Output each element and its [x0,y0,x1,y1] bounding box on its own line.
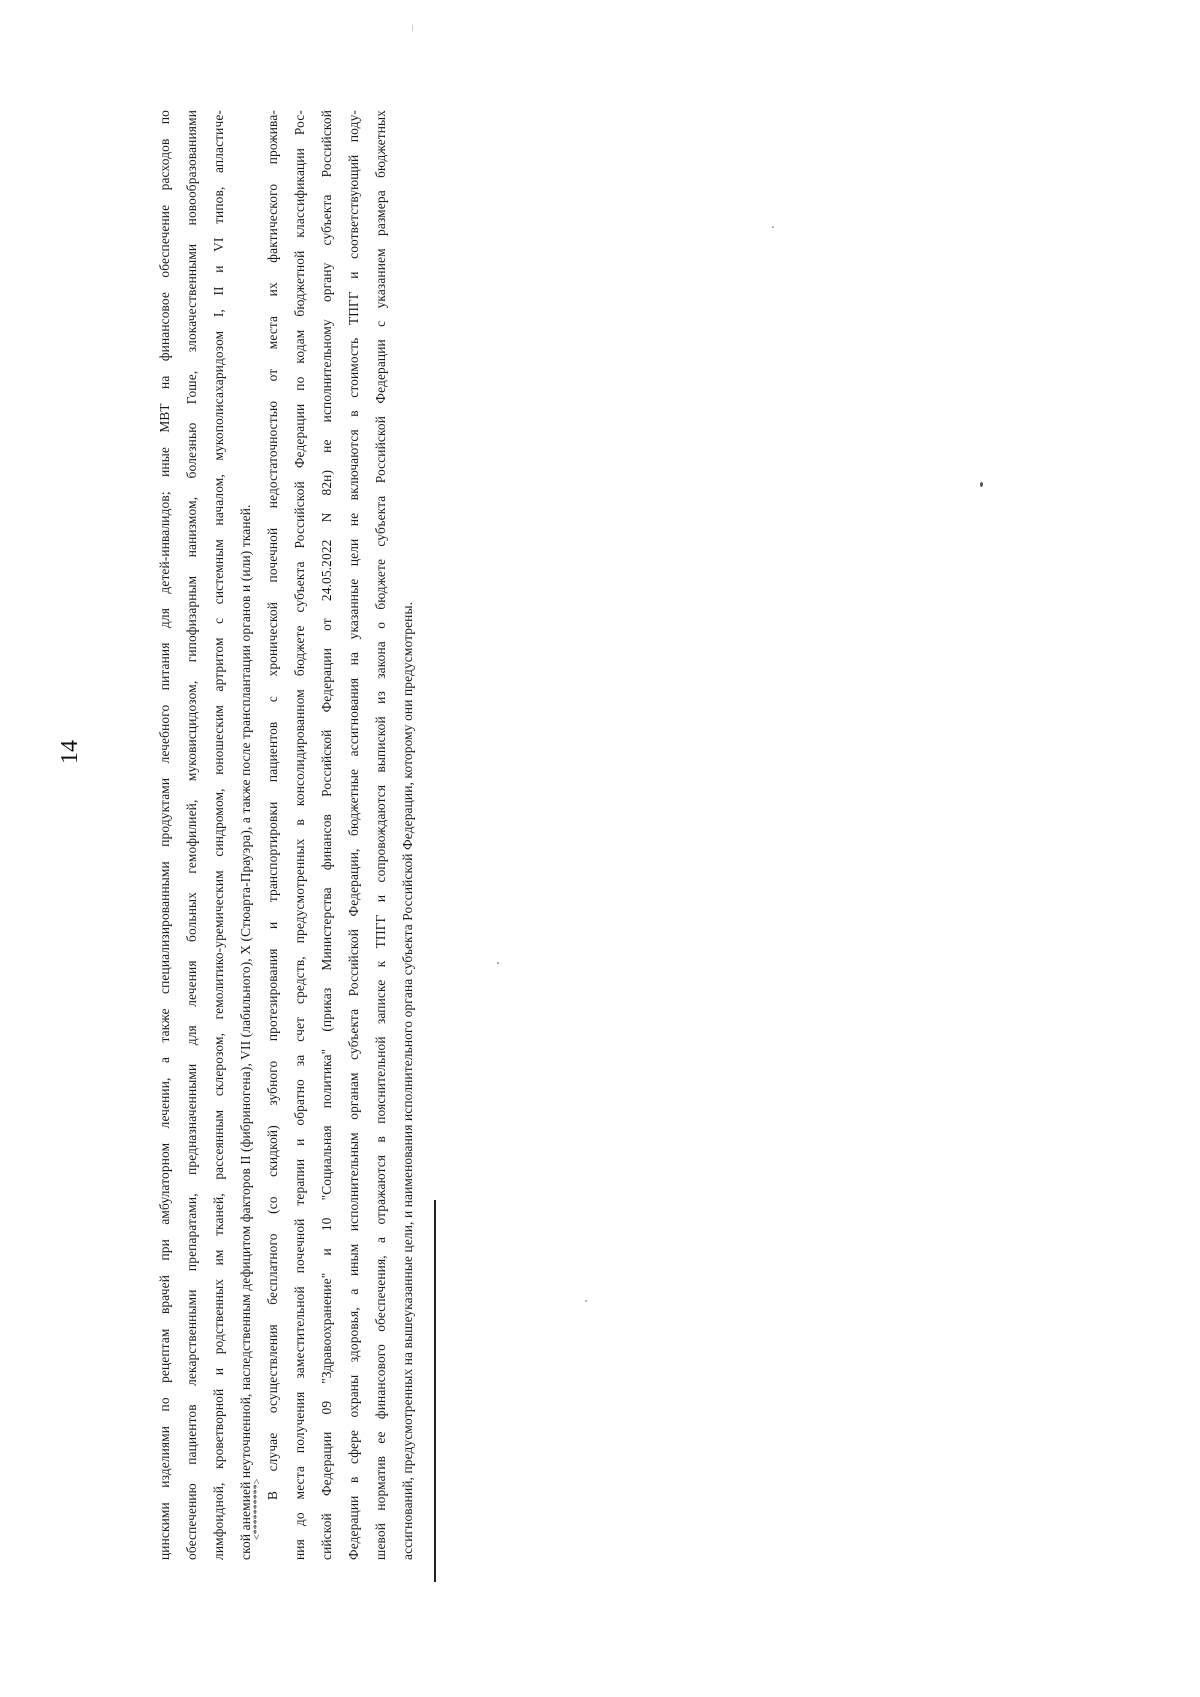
scan-speck [497,962,499,964]
scan-speck [412,24,413,32]
body-line: сийской Федерации 09 "Здравоохранение" и 10 "Социальная политика" (приказ Министерства финансов Российской Федерации от 24.05.2022 N 82н) не исполнительному органу субъекта Российской [319,110,334,1560]
scan-speck [772,226,774,228]
page-number: 14 [57,740,83,764]
body-line: В случае осуществления бесплатного (со скидкой) зубного протезирования и транспортировки пациентов с хронической почечной недостаточностью от места их фактического прожива- [265,110,280,1500]
document-body [155,110,455,1560]
body-line: шевой норматив ее финансового обеспечения, а отражаются в пояснительной записке к ТПГГ и сопровождаются выпиской из закона о бюджете субъекта Российской Федерации с указанием размера бюджетных [373,110,388,1560]
footnote-separator [434,1200,436,1582]
body-line: цинскими изделиями по рецептам врачей при амбулаторном лечении, а также специализированными продуктами лечебного питания для детей-инвалидов; иные МВТ на финансовое обеспечение расходов по [157,110,172,1560]
body-line: ния до места получения заместительной почечной терапии и обратно за счет средств, предусмотренных в консолидированном бюджете субъекта Российской Федерации по кодам бюджетной классификации Рос- [292,110,307,1560]
footnote-marker: <**********> [252,1478,263,1540]
body-line: Федерации в сфере охраны здоровья, а иным исполнительным органам субъекта Российской Федерации, бюджетные ассигнования на указанные цели не включаются в стоимость ТПГГ и соответствующий поду- [346,110,361,1560]
scan-speck [585,1300,587,1302]
body-line: лимфоидной, кроветворной и родственных им тканей, рассеянным склерозом, гемолитико-уремическим синдромом, юношеским артритом с системным началом, мукополисахаридозом I, II и VI типов, апластиче- [211,110,226,1560]
body-line: ассигнований, предусмотренных на вышеуказанные цели, и наименования исполнительного органа субъекта Российской Федерации, которому они предусмотрены. [400,601,415,1560]
body-line: ской анемией неуточненной, наследственным дефицитом факторов II (фибриногена), VII (лабильного), X (Стюарта-Прауэра), а также после трансплантации органов и (или) тканей. [238,504,253,1560]
body-line: обеспечению пациентов лекарственными препаратами, предназначенными для лечения больных гемофилией, муковисцидозом, гипофизарным нанизмом, болезнью Гоше, злокачественными новообразованиями [184,110,199,1560]
scan-speck [980,482,983,487]
